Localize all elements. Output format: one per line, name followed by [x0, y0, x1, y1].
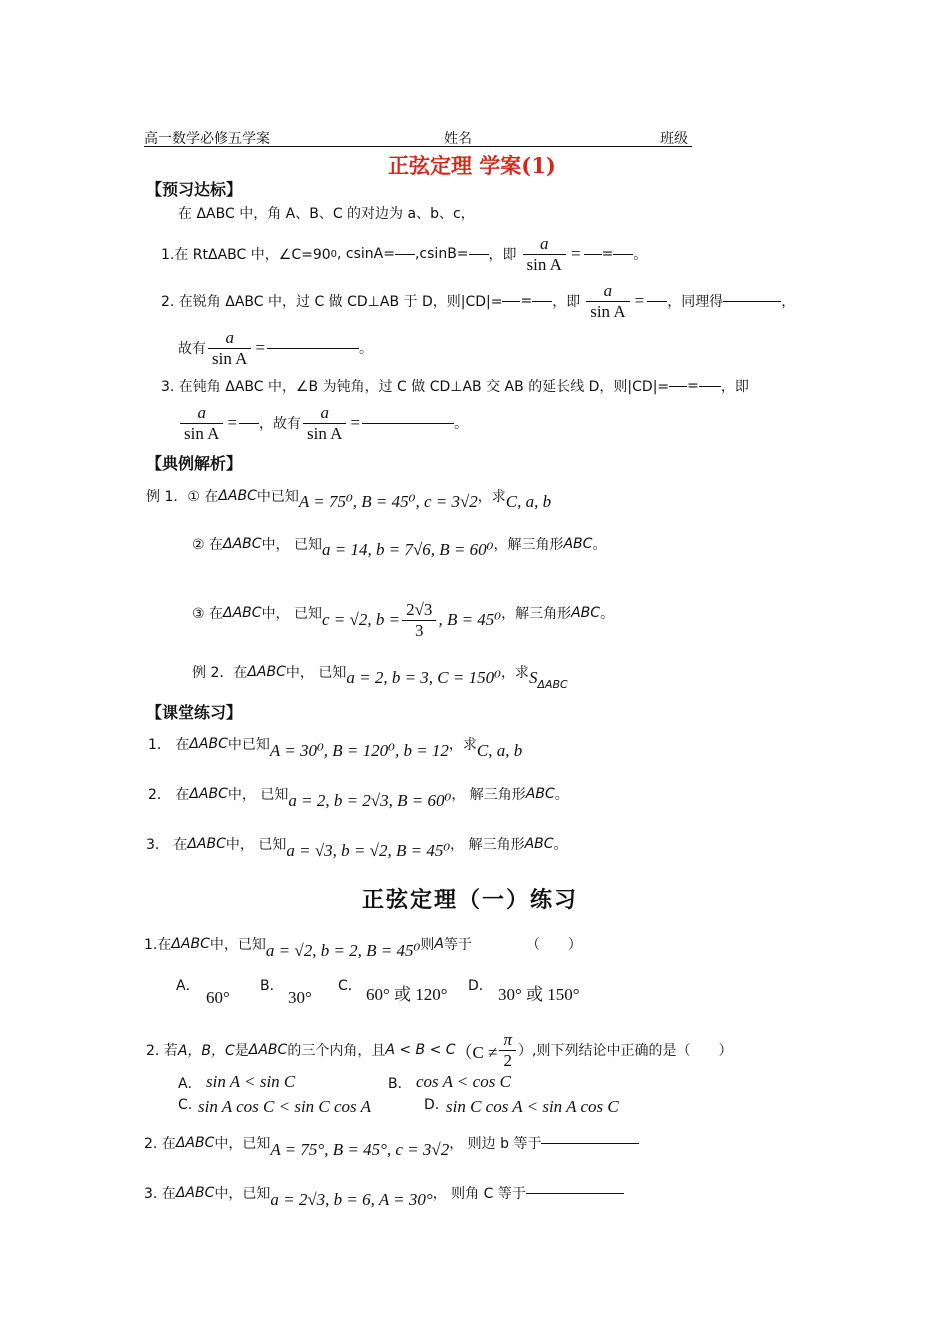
q1-text: 1.在 RtΔABC 中，∠C=90 [161, 247, 331, 264]
q2-option-b[interactable]: B． [388, 1076, 412, 1092]
class-label: 班级 [660, 131, 688, 147]
blank[interactable] [723, 301, 781, 302]
page-title: 正弦定理 学案(1) [388, 153, 556, 178]
q2-option-c[interactable]: C. [178, 1097, 193, 1113]
preview-q2b: 故有 $\frac{a}{\text{sin A}}$ = 。 [178, 328, 374, 368]
q1-option-c-value: 60° 或 120° [366, 985, 448, 1004]
fraction: $\frac{a}{\text{sin A}}$ [586, 281, 629, 321]
q1-option-b-value: 30° [288, 988, 312, 1007]
blank[interactable] [532, 301, 552, 302]
course-label: 高一数学必修五学案 [144, 131, 270, 147]
blank[interactable] [469, 254, 489, 255]
exercise-q1: 1.在 ΔABC 中，已知 a = √2, b = 2, B = 45⁰ 则 A 等于 （ ） [144, 936, 582, 960]
section-practice-heading: 【课堂练习】 [146, 703, 243, 722]
example-1-2: ② 在 ΔABC 中， 已知 a = 14, b = 7√6, B = 60⁰ ，解三角形 ABC 。 [192, 536, 607, 559]
header-rule [144, 146, 692, 147]
exercise-q3: 2. 在 ΔABC 中，已知 A = 75°, B = 45°, c = 3√2 ， 则边 b 等于 [144, 1126, 639, 1160]
q1-option-a[interactable]: A． [176, 978, 200, 994]
preview-q1: 1.在 RtΔABC 中，∠C=90 0 , csinA= ,csinB= ，即 $\frac{a}{\text{sin A}}$ = = 。 [161, 234, 648, 274]
q2-option-d[interactable]: D. [424, 1097, 440, 1113]
fraction: $\frac{a}{\text{sin A}}$ [180, 403, 223, 443]
section-examples-heading: 【典例解析】 [146, 454, 243, 473]
preview-q3b: $\frac{a}{\text{sin A}}$ = ，故有 $\frac{a}{\text{sin A}}$ = 。 [178, 403, 468, 443]
fraction: $\frac{\pi}{2}$ [499, 1030, 516, 1070]
example-1-1: 例 1．① 在 ΔABC 中已知 A = 75⁰, B = 45⁰, c = 3√2 ，求 C, a, b [146, 488, 552, 511]
practice-1: 1． 在 ΔABC 中已知 A = 30⁰, B = 120⁰, b = 12 ，求 C, a, b [148, 736, 523, 760]
blank[interactable] [541, 1143, 639, 1144]
q1-option-d[interactable]: D． [468, 978, 493, 994]
q1-tail: ，即 [488, 247, 517, 264]
q1-option-c[interactable]: C． [338, 978, 362, 994]
q2-text: 2. 在锐角 ΔABC 中，过 C 做 CD⊥AB 于 D，则|CD|= [161, 294, 503, 311]
q2-option-a-value: sin A < sin C [206, 1072, 296, 1091]
exercise-title: 正弦定理（一）练习 [362, 887, 579, 913]
blank[interactable] [584, 254, 602, 255]
blank[interactable] [362, 423, 454, 424]
section-preview-heading: 【预习达标】 [146, 180, 243, 199]
example-2: 例 2．在 ΔABC 中， 已知 a = 2, b = 3, C = 150⁰ ，求 S ΔABC [192, 663, 568, 691]
q2-option-c-value: sin A cos C < sin C cos A [198, 1097, 371, 1116]
blank[interactable] [699, 386, 721, 387]
name-label: 姓名 [444, 131, 472, 147]
example-1-3: ③ 在 ΔABC 中， 已知 c = √2, b = $\frac{2√3}{3}$ , B = 45⁰ ，解三角形 ABC 。 [192, 600, 615, 640]
q2-option-b-value: cos A < cos C [416, 1072, 511, 1091]
q1-option-d-value: 30° 或 150° [498, 985, 580, 1004]
practice-2: 2． 在 ΔABC 中， 已知 a = 2, b = 2√3, B = 60⁰ ， 解三角形 ABC 。 [148, 786, 569, 810]
preview-q3: 3. 在钝角 ΔABC 中，∠B 为钝角，过 C 做 CD⊥AB 交 AB 的延长线 D，则|CD|= = ，即 [161, 378, 749, 395]
blank[interactable] [669, 386, 687, 387]
blank[interactable] [502, 301, 520, 302]
fraction: $\frac{2√3}{3}$ [402, 600, 436, 640]
blank[interactable] [613, 254, 633, 255]
q1-option-b[interactable]: B． [260, 978, 284, 994]
preview-intro: 在 ΔABC 中，角 A、B、C 的对边为 a、b、c， [178, 206, 475, 222]
practice-3: 3． 在 ΔABC 中， 已知 a = √3, b = √2, B = 45⁰ ， 解三角形 ABC 。 [146, 836, 568, 860]
fraction: $\frac{a}{\text{sin A}}$ [208, 328, 251, 368]
fraction: $\frac{a}{\text{sin A}}$ [303, 403, 346, 443]
q1-option-a-value: 60° [206, 988, 230, 1007]
q2-option-a[interactable]: A． [178, 1076, 202, 1092]
exercise-q2: 2. 若 A，B，C 是 ΔABC 的三个内角，且 A < B < C （C ≠ $\frac{\pi}{2}$ ）,则下列结论中正确的是（ ） [146, 1030, 733, 1070]
q1-mid2: ,csinB= [414, 246, 469, 263]
q2-option-d-value: sin C cos A < sin A cos C [446, 1097, 619, 1116]
blank[interactable] [526, 1193, 624, 1194]
blank[interactable] [647, 301, 667, 302]
q1-deg: 0 [330, 248, 338, 260]
q1-mid: , csinA= [337, 246, 395, 263]
blank[interactable] [395, 254, 415, 255]
exercise-q4: 3. 在 ΔABC 中，已知 a = 2√3, b = 6, A = 30° ， 则角 C 等于 [144, 1176, 624, 1210]
blank[interactable] [239, 423, 259, 424]
blank[interactable] [267, 348, 359, 349]
preview-q2: 2. 在锐角 ΔABC 中，过 C 做 CD⊥AB 于 D，则|CD|= = ，即 $\frac{a}{\text{sin A}}$ = ，同理得 ， [161, 281, 796, 321]
fraction: $\frac{a}{\text{sin A}}$ [523, 234, 566, 274]
